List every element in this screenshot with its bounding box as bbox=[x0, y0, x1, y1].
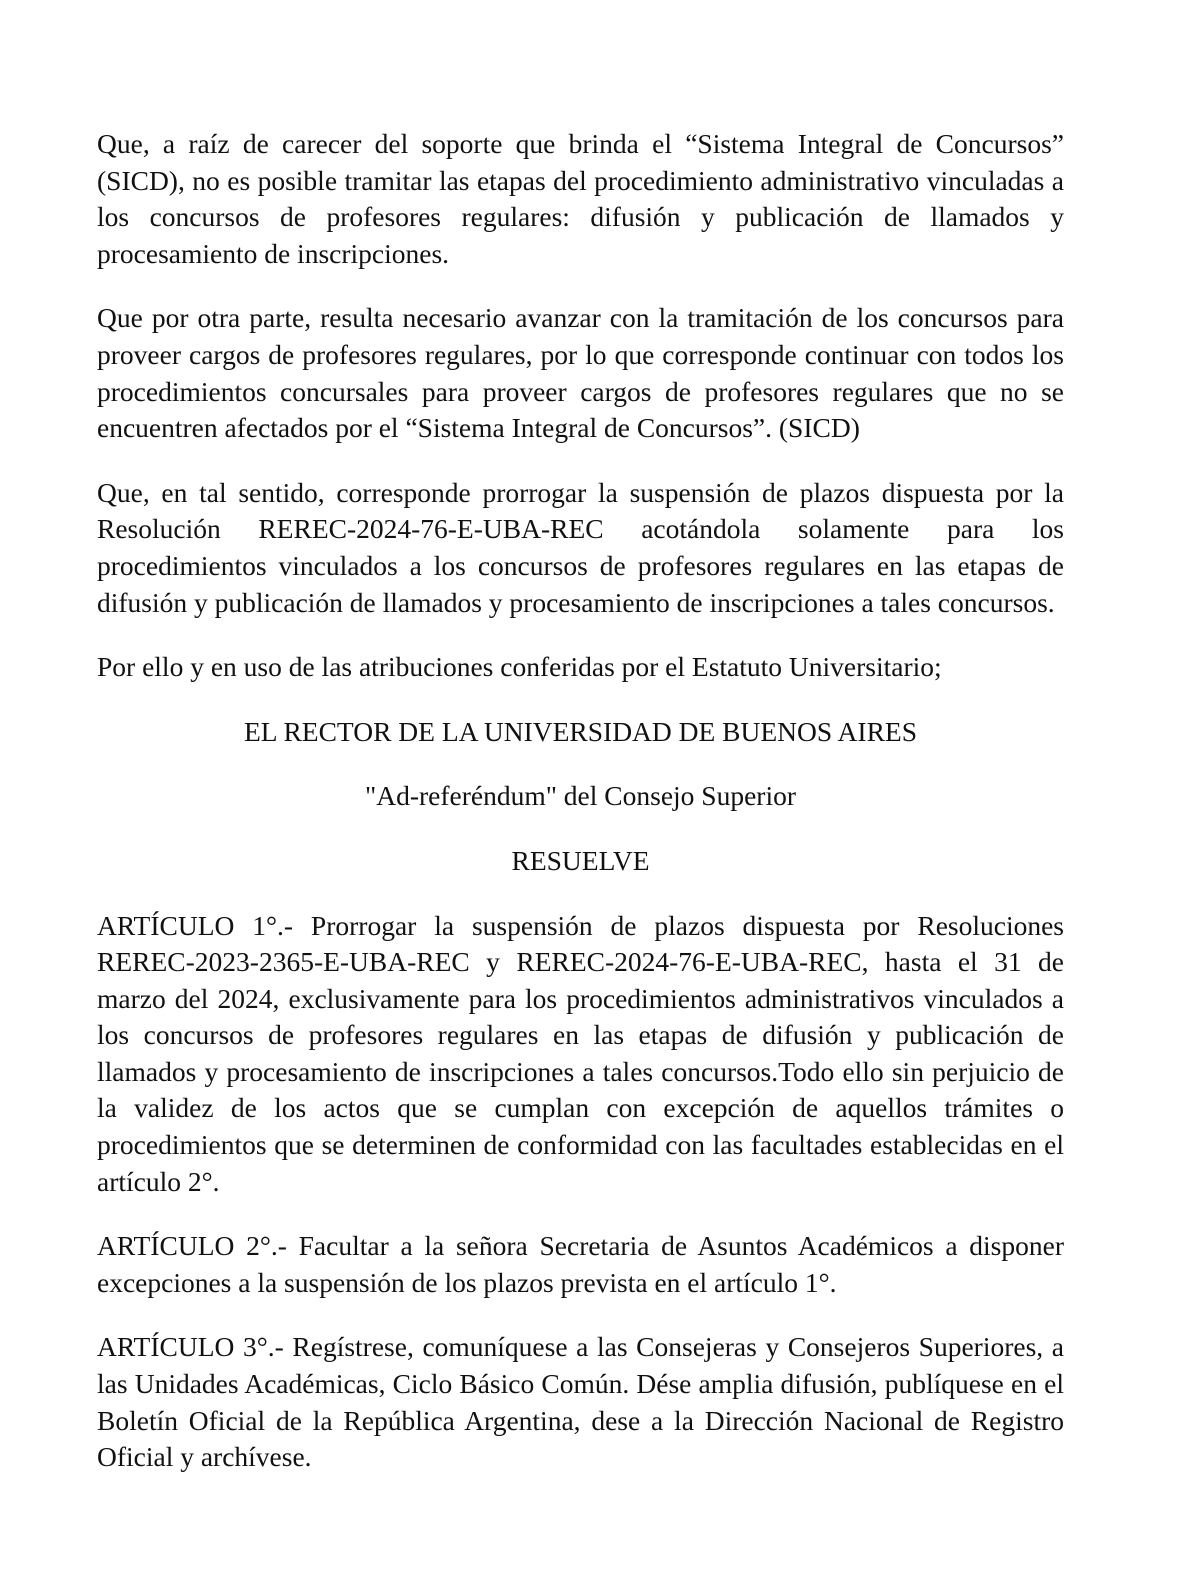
article-2-paragraph: ARTÍCULO 2°.- Facultar a la señora Secretaria de Asuntos Académicos a disponer excepciones a la suspensión de los plazos prevista en el artículo 1°. bbox=[97, 1230, 1064, 1298]
document-page bbox=[97, 126, 1064, 1504]
considerando-paragraph: Que por otra parte, resulta necesario avanzar con la tramitación de los concursos para proveer cargos de profesores regulares, por lo que corresponde continuar con todos los procedimientos concursales para proveer cargos de profesores regulares que no se encuentren afectados por el “Sistema Integral de Concursos”. (SICD) bbox=[97, 302, 1064, 444]
considerando-paragraph: Que, a raíz de carecer del soporte que brinda el “Sistema Integral de Concursos” (SICD), no es posible tramitar las etapas del procedimiento administrativo vinculadas a los concursos de profesores regulares: difusión y publicación de llamados y procesamiento de inscripciones. bbox=[97, 128, 1064, 269]
considerando-paragraph: Que, en tal sentido, corresponde prorrogar la suspensión de plazos dispuesta por la Resolución REREC-2024-76-E-UBA-REC acotándola solamente para los procedimientos vinculados a los concursos de profesores regulares en las etapas de difusión y publicación de llamados y procesamiento de inscripciones a tales concursos. bbox=[97, 476, 1064, 618]
article-3-paragraph: ARTÍCULO 3°.- Regístrese, comuníquese a las Consejeras y Consejeros Superiores, a las Unidades Académicas, Ciclo Básico Común. Dése amplia difusión, publíquese en el Boletín Oficial de la República Argentina, dese a la Dirección Nacional de Registro Oficial y archívese. bbox=[97, 1331, 1064, 1473]
authority-heading: EL RECTOR DE LA UNIVERSIDAD DE BUENOS AIRES bbox=[244, 715, 917, 747]
article-1-paragraph: ARTÍCULO 1°.- Prorrogar la suspensión de plazos dispuesta por Resoluciones REREC-2023-2365-E-UBA-REC y REREC-2024-76-E-UBA-REC, hasta el 31 de marzo del 2024, exclusivamente para los procedimientos administrativos vinculados a los concursos de profesores regulares en las etapas de difusión y publicación de llamados y procesamiento de inscripciones a tales concursos.Todo ello sin perjuicio de la validez de los actos que se cumplan con excepción de aquellos trámites o procedimientos que se determinen de conformidad con las facultades establecidas en el artículo 2°. bbox=[97, 909, 1064, 1197]
resuelve-heading: RESUELVE bbox=[511, 844, 650, 876]
attributions-paragraph: Por ello y en uso de las atribuciones conferidas por el Estatuto Universitario; bbox=[97, 651, 942, 683]
ad-referendum-line: "Ad-referéndum" del Consejo Superior bbox=[364, 780, 797, 812]
